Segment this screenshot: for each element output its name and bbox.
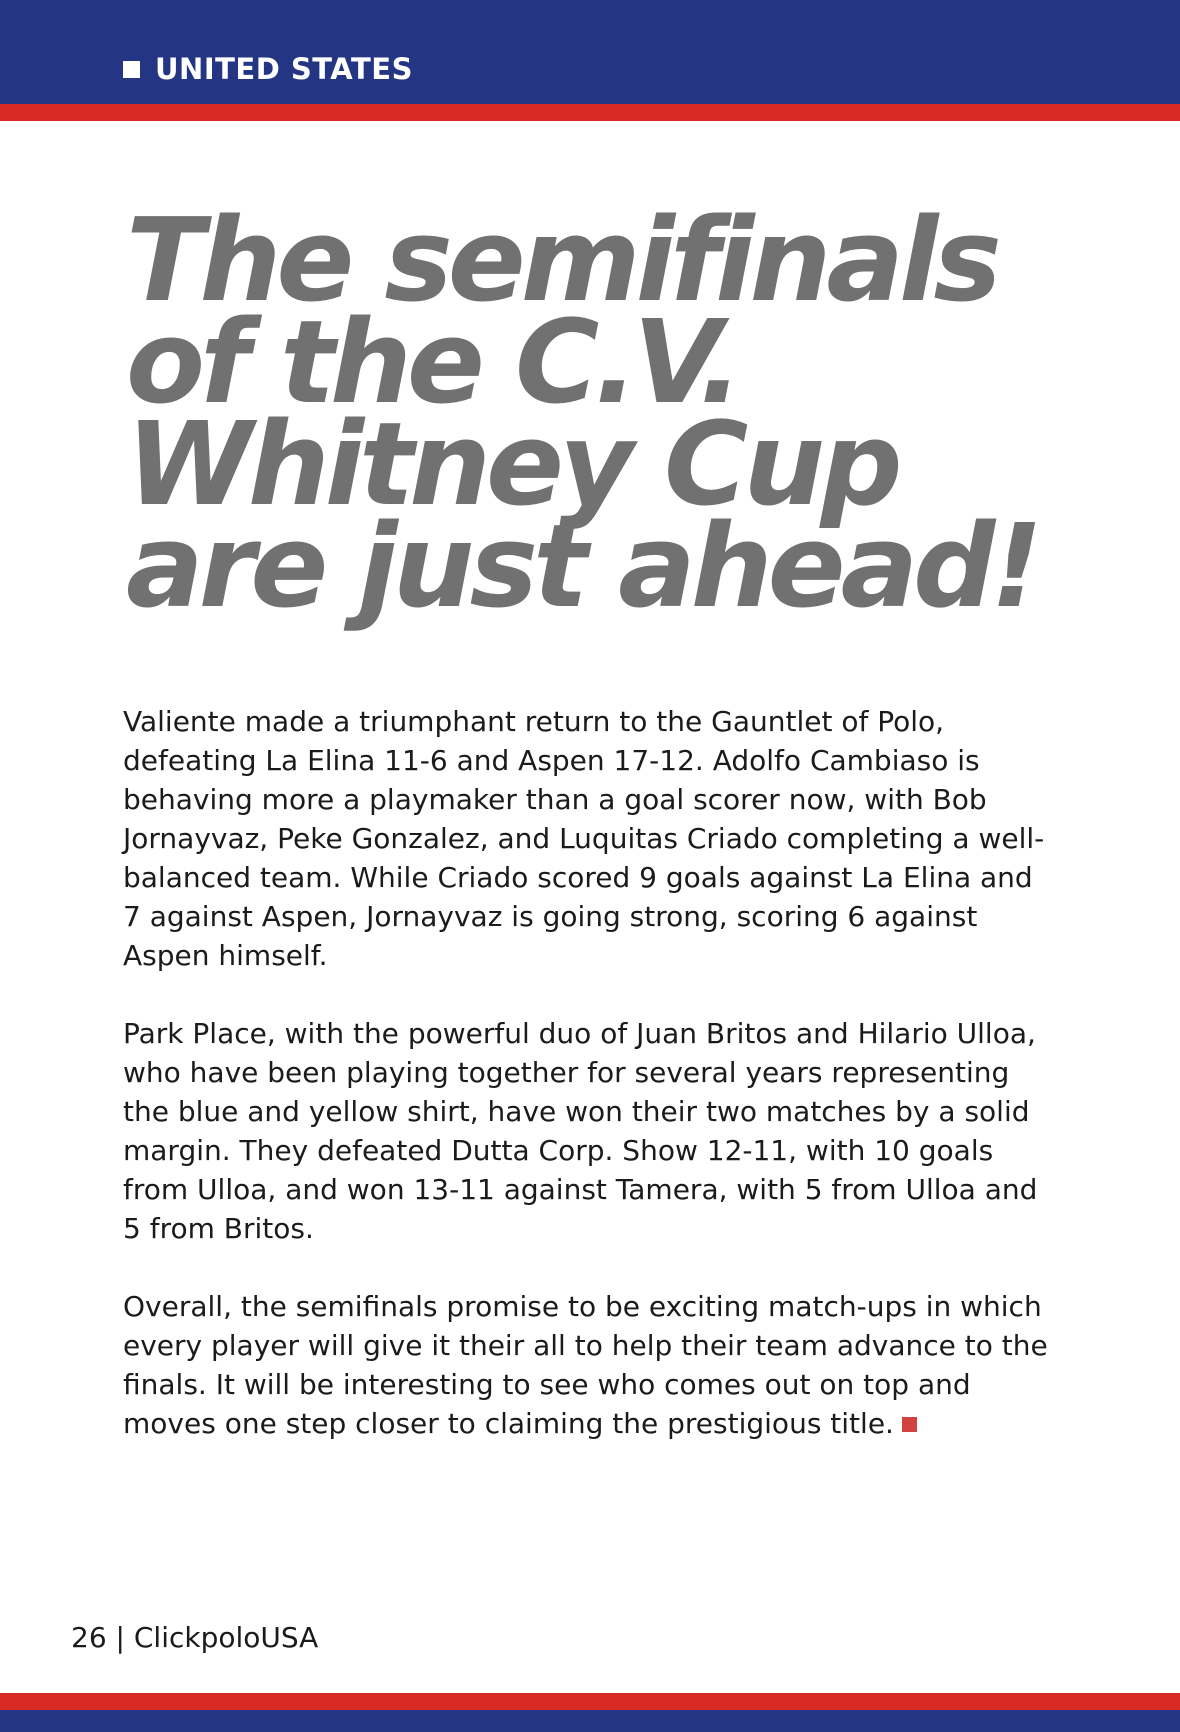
article-body	[123, 702, 1053, 1482]
headline-line-3: Whitney Cup	[126, 398, 898, 532]
section-label-text: UNITED STATES	[155, 52, 413, 86]
article-paragraph-2: Park Place, with the powerful duo of Juan Britos and Hilario Ulloa, who have been playing together for several years representing the blue and yellow shirt, have won their two matches by a solid margin. They defeated Dutta Corp. Show 12-11, with 10 goals from Ulloa, and won 13-11 against Tamera, with 5 from Ulloa and 5 from Britos.	[123, 1017, 1038, 1245]
section-label	[123, 44, 413, 94]
top-red-stripe	[0, 104, 1180, 121]
end-of-article-square-icon	[902, 1417, 917, 1432]
page-footer: 26 | ClickpoloUSA	[71, 1621, 319, 1654]
square-bullet-icon	[123, 61, 140, 78]
article-paragraph-1: Valiente made a triumphant return to the Gauntlet of Polo, defeating La Elina 11-6 and Aspen 17-12. Adolfo Cambiaso is behaving more a playmaker than a goal scorer now, with Bob Jornayvaz, Peke Gonzalez, and Luquitas Criado completing a well-balanced team. While Criado scored 9 goals against La Elina and 7 against Aspen, Jornayvaz is going strong, scoring 6 against Aspen himself.	[123, 705, 1045, 972]
bottom-red-stripe	[0, 1693, 1180, 1710]
article-paragraph-3-text: Overall, the semifinals promise to be exciting match-ups in which every player will give it their all to help their team advance to the finals. It will be interesting to see who comes out on top and moves one step closer to claiming the prestigious title.	[123, 1290, 1048, 1440]
headline-line-4: are just ahead!	[126, 500, 1038, 634]
headline	[126, 194, 1126, 634]
headline-line-2: of the C.V.	[126, 296, 738, 430]
article-paragraph-3	[123, 1287, 1053, 1443]
bottom-blue-band	[0, 1710, 1180, 1732]
headline-line-1: The semifinals	[126, 194, 997, 328]
